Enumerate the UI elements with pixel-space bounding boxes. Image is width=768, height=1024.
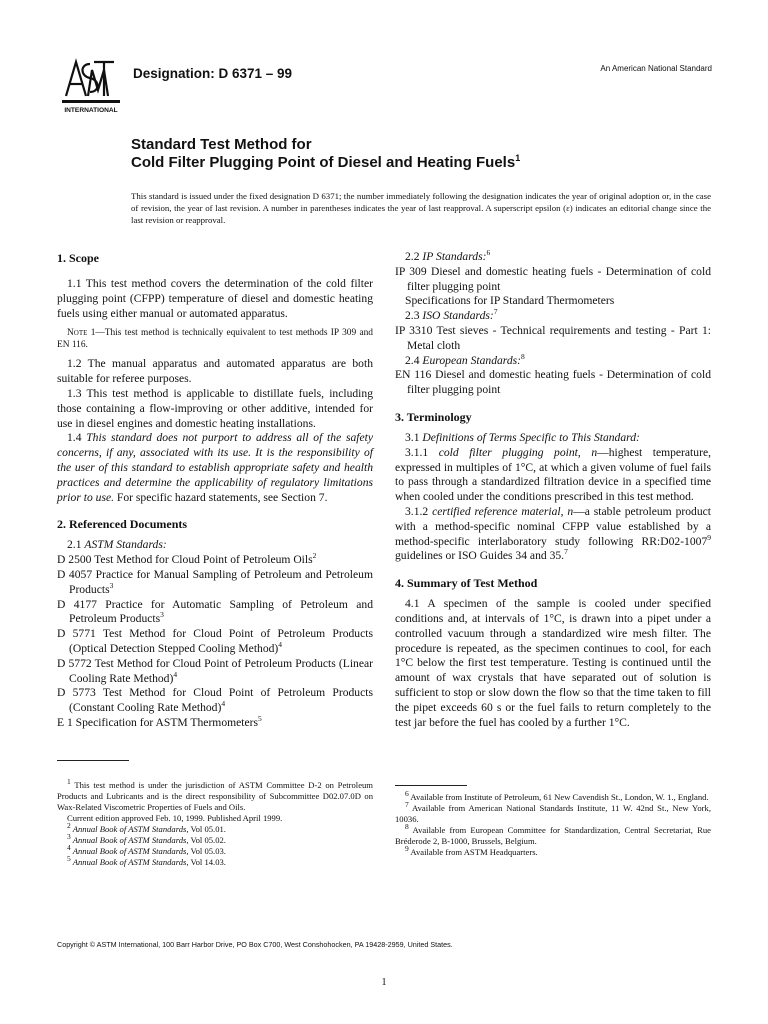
footnote-4 [57, 843, 373, 857]
paragraph-number: 3.1.2 [405, 504, 433, 518]
page-number: 1 [381, 977, 387, 988]
footnote-5 [57, 854, 373, 868]
astm-reference-item [57, 686, 373, 716]
defined-term: cold filter plugging point [438, 445, 578, 459]
footnote-divider-left [57, 760, 129, 761]
paragraph-number: 3.1 [405, 430, 423, 444]
astm-logo-icon [58, 56, 124, 116]
footnotes-right [395, 789, 711, 858]
definitions-heading: Definitions of Terms Specific to This Standard: [422, 430, 640, 444]
paragraph-number: 2.2 [405, 250, 423, 263]
footnote-3 [57, 832, 373, 846]
note-1 [57, 327, 373, 351]
reference-text: E 1 Specification for ASTM Thermometers [57, 715, 259, 729]
definition-cfpp [395, 446, 711, 505]
astm-reference-item [57, 598, 373, 628]
title-line-2 [131, 154, 711, 172]
iso-standards-heading: ISO Standards: [422, 309, 494, 323]
reference-text: D 4177 Practice for Automatic Sampling of Petroleum and Petroleum Products [57, 597, 373, 626]
footnote-ref: 7 [493, 307, 498, 317]
reference-text: D 5771 Test Method for Cloud Point of Petroleum Products (Optical Detection Stepped Cooling Method) [57, 627, 373, 655]
paragraph-number: 1.4 [67, 431, 87, 445]
footnote-ref: 4 [173, 669, 178, 679]
ip-standards-label [395, 250, 711, 265]
astm-reference-item [57, 568, 373, 598]
footnote-text: Available from Institute of Petroleum, 61 New Cavendish St., London, W. 1., England. [408, 792, 709, 802]
right-column [395, 250, 711, 730]
footnotes-left [57, 777, 373, 868]
section-heading-terminology: 3. Terminology [395, 409, 472, 424]
footnote-marker: 8 [405, 822, 409, 832]
reference-ip-309: IP 309 Diesel and domestic heating fuels - Determination of cold filter plugging point [395, 264, 711, 293]
left-column [57, 250, 373, 731]
footnote-text: Available from ASTM Headquarters. [408, 847, 538, 857]
copyright-notice: Copyright © ASTM International, 100 Barr Harbor Drive, PO Box C700, West Conshohocken, PA 19428-2959, United States. [57, 940, 453, 949]
section-heading-scope: 1. Scope [57, 251, 99, 265]
iso-standards-label [395, 309, 711, 324]
astm-reference-item [57, 716, 373, 731]
footnote-7 [395, 800, 711, 825]
footnote-ref: 4 [221, 699, 226, 709]
designation: Designation: D 6371 – 99 [133, 66, 293, 81]
paragraph-number: 2.3 [405, 309, 423, 323]
footnote-marker: 9 [405, 844, 409, 854]
paragraph-1-1: 1.1 This test method covers the determination of the cold filter plugging point (CFPP) temperature of diesel and domestic heating fuels using either manual or automated apparatus. [57, 277, 373, 320]
footnote-1 [57, 777, 373, 813]
footnote-title: Annual Book of ASTM Standards [70, 857, 187, 867]
footnote-marker: 1 [67, 777, 71, 787]
footnote-marker: 7 [405, 800, 409, 810]
reference-text: D 5772 Test Method for Cloud Point of Petroleum Products (Linear Cooling Rate Method) [57, 656, 373, 685]
footnote-text: This test method is under the jurisdiction of ASTM Committee D-2 on Petroleum Products and Lubricants and is the direct responsibility of Subcommittee D02.07.0D on Wax-Related Viscometric Properties of Fuels and Oils. [57, 780, 373, 812]
astm-reference-item [57, 627, 373, 657]
reference-text: D 5773 Test Method for Cloud Point of Petroleum Products (Constant Cooling Rate Method) [57, 686, 373, 715]
european-standards-label [395, 351, 711, 369]
footnote-text: Available from American National Standards Institute, 11 W. 42nd St., New York, 10036. [395, 803, 711, 824]
reference-text: D 2500 Test Method for Cloud Point of Petroleum Oils [57, 553, 313, 567]
definition-text: —highest temperature, expressed in multiples of 1°C, at which a given volume of fuel fails to pass through a standardized filtration device in a specified time when cooled under the conditions prescribed in this test method. [395, 445, 711, 504]
footnote-ref: 8 [521, 351, 525, 361]
footnote-marker: 2 [67, 821, 71, 831]
defined-term: certified reference material [432, 504, 561, 518]
astm-standards-heading: ASTM Standards: [84, 538, 167, 552]
astm-reference-list [57, 553, 373, 731]
astm-reference-item [57, 553, 373, 568]
definition-crm [395, 505, 711, 564]
note-label: Note [67, 328, 88, 339]
astm-standards-label [57, 538, 373, 553]
footnote-ref: 4 [278, 640, 283, 650]
title-block [131, 136, 711, 172]
footnote-marker: 4 [67, 843, 71, 853]
footnote-text: , Vol 05.02. [186, 835, 226, 845]
standard-notice: This standard is issued under the fixed designation D 6371; the number immediately following the designation indicates the year of original adoption or, in the case of revision, the year of last revision. A number in parentheses indicates the year of last reapproval. A superscript epsilon (ε) indicates an editorial change since the last revision or reapproval. [131, 191, 711, 225]
definition-text: guidelines or ISO Guides 34 and 35. [395, 549, 565, 563]
footnote-ref: 3 [160, 610, 164, 620]
reference-ip-thermometers: Specifications for IP Standard Thermometers [405, 294, 615, 308]
footnote-text: Available from European Committee for Standardization, Central Secretariat, Rue Bréderode 2, B-1000, Brussels, Belgium. [395, 825, 711, 846]
footnote-9 [395, 844, 711, 858]
title-text: Cold Filter Plugging Point of Diesel and Heating Fuels [131, 154, 516, 171]
section-heading-referenced-documents: 2. Referenced Documents [57, 517, 188, 532]
hazard-reference: For specific hazard statements, see Section 7. [114, 490, 328, 504]
part-of-speech: n [567, 504, 574, 518]
footnote-marker: 6 [405, 789, 409, 799]
definitions-label [395, 431, 711, 446]
footnote-ref: 7 [564, 547, 568, 557]
paragraph-1-3: 1.3 This test method is applicable to distillate fuels, including those containing a flow-improving or other additive, intended for use in diesel engines and domestic heating installations. [57, 386, 373, 430]
footnote-6 [395, 789, 711, 803]
paragraph-number: 2.4 [405, 353, 423, 367]
paragraph-number: 2.1 [67, 538, 85, 552]
ip-standards-heading: IP Standards: [422, 250, 487, 263]
footnote-ref: 3 [109, 580, 114, 590]
footnote-ref: 6 [486, 248, 491, 258]
paragraph-number: 3.1.1 [405, 445, 439, 459]
title-footnote-ref: 1 [515, 153, 521, 163]
reference-ip-3310: IP 3310 Test sieves - Technical requirements and testing - Part 1: Metal cloth [395, 323, 711, 352]
paragraph-1-2: 1.2 The manual apparatus and automated apparatus are both suitable for referee purposes. [57, 357, 373, 386]
footnote-text: , Vol 14.03. [186, 857, 226, 867]
european-standards-heading: European Standards: [422, 353, 522, 367]
footnote-divider-right [395, 785, 467, 786]
footnote-marker: 3 [67, 832, 71, 842]
paragraph-1-4 [57, 431, 373, 505]
footnote-ref: 5 [258, 714, 262, 724]
footnote-marker: 5 [67, 854, 71, 864]
footnote-2 [57, 821, 373, 835]
footnote-title: Annual Book of ASTM Standards [70, 824, 187, 834]
reference-en-116: EN 116 Diesel and domestic heating fuels - Determination of cold filter plugging point [395, 368, 711, 397]
footnote-ref: 9 [707, 532, 711, 542]
reference-text: D 4057 Practice for Manual Sampling of Petroleum and Petroleum Products [57, 567, 373, 596]
safety-statement: This standard does not purport to address all of the safety concerns, if any, associated with its use. It is the responsibility of the user of this standard to establish appropriate safety and health practices and determine the applicability of regulatory limitations prior to use. [57, 431, 373, 504]
separator: , [577, 445, 592, 459]
footnote-text: , Vol 05.01. [186, 824, 226, 834]
definition-text: —a stable petroleum product with a method-specific nominal CFPP value established by a method-specific interlaboratory study following RR:D02-1007 [395, 504, 711, 548]
part-of-speech: n [591, 445, 598, 459]
footnote-title: Annual Book of ASTM Standards [70, 835, 187, 845]
paragraph-4-1: 4.1 A specimen of the sample is cooled under specified conditions and, at intervals of 1°C, is drawn into a pipet under a controlled vacuum through a standardized wire mesh filter. The procedure is repeated, as the specimen continues to cool, for each 1°C below the first test temperature. Testing is continued until the amount of wax crystals that have separated out of solution is sufficient to stop or slow down the flow so that the time taken to fill the pipet exceeds 60 s or the fuel fails to return completely to the test jar before the fuel has cooled by a further 1°C. [395, 597, 711, 729]
footnote-1-edition: Current edition approved Feb. 10, 1999. Published April 1999. [67, 813, 283, 823]
footnote-title: Annual Book of ASTM Standards [70, 846, 187, 856]
svg-text:INTERNATIONAL: INTERNATIONAL [64, 107, 118, 114]
note-text: 1—This test method is technically equivalent to test methods IP 309 and EN 116. [57, 328, 373, 351]
american-national-standard: An American National Standard [600, 64, 712, 73]
footnote-text: , Vol 05.03. [186, 846, 226, 856]
footnote-8 [395, 822, 711, 847]
title-line-1: Standard Test Method for [131, 136, 312, 153]
astm-reference-item [57, 657, 373, 687]
separator: , [560, 504, 568, 518]
section-heading-summary: 4. Summary of Test Method [395, 576, 538, 591]
footnote-ref: 2 [312, 551, 317, 561]
